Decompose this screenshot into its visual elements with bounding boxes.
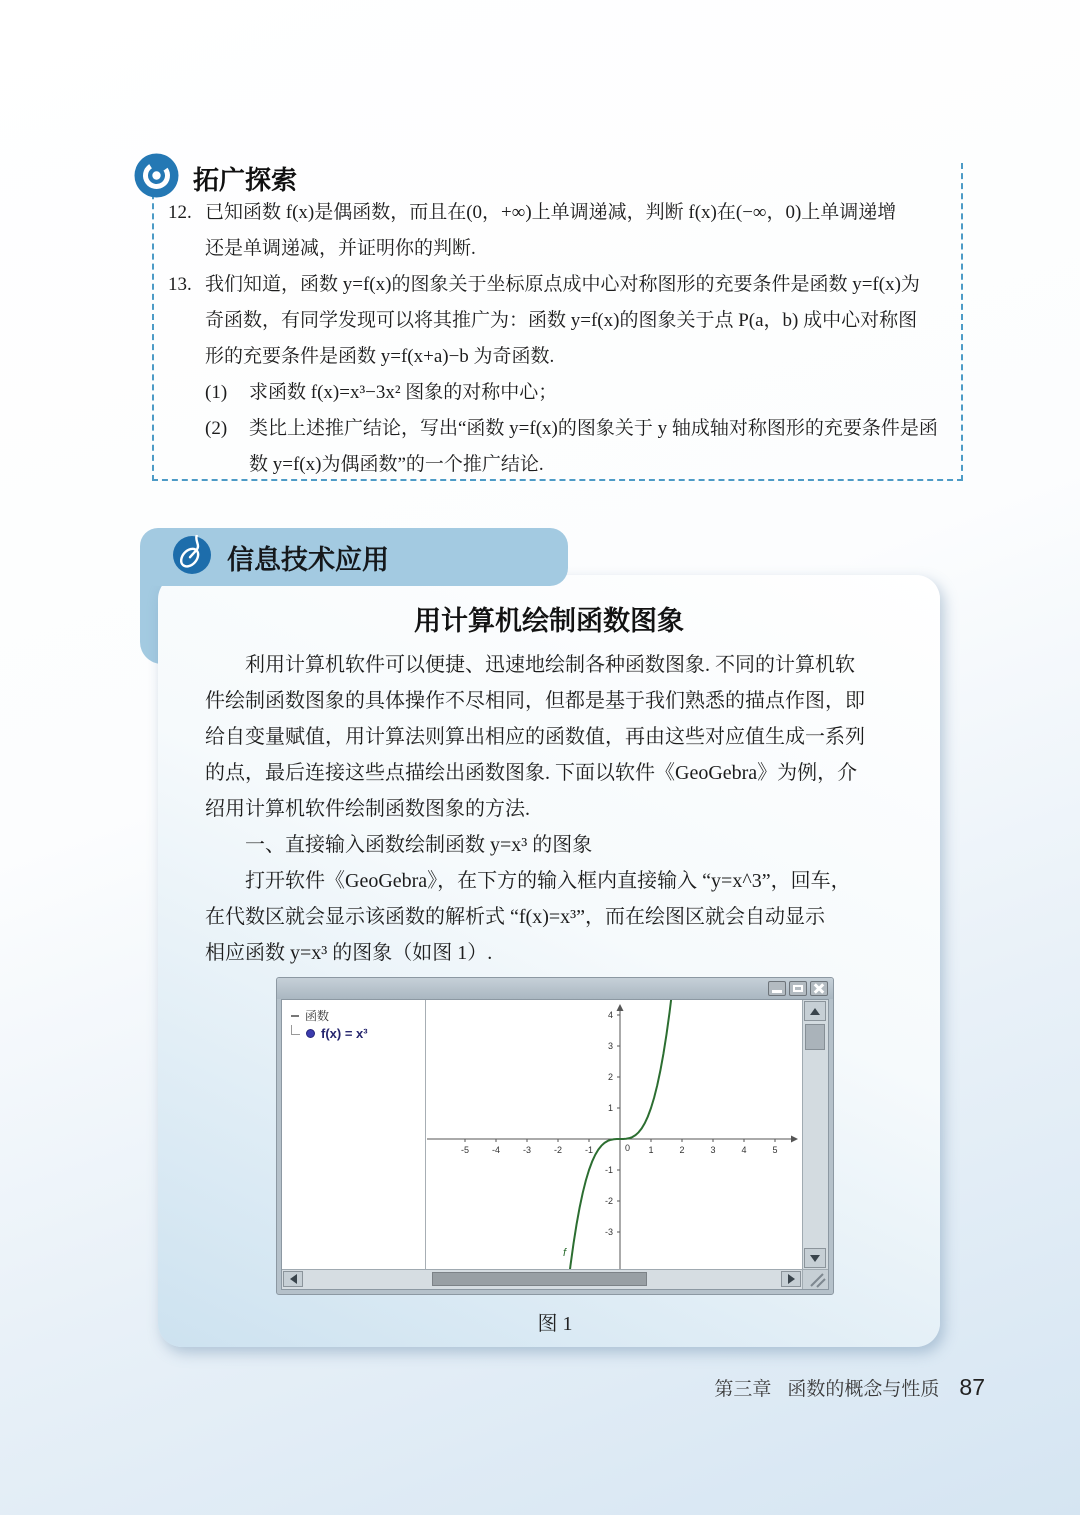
- algebra-tree-item[interactable]: [291, 1026, 368, 1041]
- tree-root-label: 函数: [305, 1009, 330, 1023]
- expansion-problems: [168, 195, 962, 483]
- close-button[interactable]: [810, 981, 828, 996]
- problem-line: 已知函数 f(x)是偶函数，而且在(0，+∞)上单调递减，判断 f(x)在(−∞，0)上单调递增: [205, 202, 897, 223]
- problem-line: 类比上述推广结论，写出“函数 y=f(x)的图象关于 y 轴成轴对称图形的充要条件是函: [249, 418, 938, 439]
- y-tick-label: -1: [604, 1165, 613, 1175]
- problem-number: 13.: [168, 274, 192, 295]
- body-line: 打开软件《GeoGebra》，在下方的输入框内直接输入 “y=x^3”，回车，: [245, 870, 851, 892]
- y-tick-label: 4: [607, 1010, 613, 1020]
- curve-label: f: [563, 1247, 567, 1259]
- object-visibility-dot[interactable]: [306, 1029, 315, 1038]
- figure-1: [276, 977, 834, 1336]
- article-body: [205, 647, 911, 971]
- problem-line: 我们知道，函数 y=f(x)的图象关于坐标原点成中心对称图形的充要条件是函数 y=f(x)为: [205, 274, 920, 295]
- algebra-tree-root[interactable]: [291, 1007, 329, 1024]
- body-line: 件绘制函数图象的具体操作不尽相同，但都是基于我们熟悉的描点作图，即: [205, 690, 865, 712]
- window-content: [281, 999, 829, 1290]
- x-tick-label: 3: [710, 1145, 716, 1155]
- y-tick-label: 3: [607, 1041, 613, 1051]
- minimize-button[interactable]: [768, 981, 786, 996]
- problem-line: 还是单调递减，并证明你的判断.: [205, 238, 476, 259]
- problem-13-item-2: [205, 411, 962, 483]
- x-tick-label: -4: [491, 1145, 501, 1155]
- scroll-left-button[interactable]: [283, 1271, 303, 1287]
- problem-12: [168, 195, 962, 267]
- horizontal-scroll-thumb[interactable]: [432, 1272, 647, 1286]
- page-footer: [714, 1374, 985, 1401]
- figure-caption: 图 1: [537, 1313, 573, 1335]
- left-arrow-icon: [290, 1274, 297, 1284]
- scroll-down-button[interactable]: [804, 1248, 826, 1268]
- scroll-right-button[interactable]: [781, 1271, 801, 1287]
- footer-book-title: 函数的概念与性质: [787, 1379, 940, 1400]
- geogebra-window: [276, 977, 834, 1295]
- body-line: 的点，最后连接这些点描绘出函数图象. 下面以软件《GeoGebra》为例，介: [205, 762, 858, 784]
- right-arrow-icon: [788, 1274, 795, 1284]
- x-tick-label: -3: [522, 1145, 532, 1155]
- x-tick-label: -1: [584, 1145, 594, 1155]
- x-tick-label: 1: [648, 1145, 654, 1155]
- it-section-tab: [140, 528, 568, 586]
- it-section-card: [158, 575, 940, 1347]
- body-line: 利用计算机软件可以便捷、迅速地绘制各种函数图象. 不同的计算机软: [245, 654, 855, 676]
- problem-number: 12.: [168, 202, 192, 223]
- algebra-view: [282, 1000, 426, 1269]
- window-controls: [768, 981, 828, 996]
- graphics-view[interactable]: [427, 1000, 802, 1269]
- expansion-header: [133, 152, 297, 204]
- article-subheading: 一、直接输入函数绘制函数 y=x³ 的图象: [245, 834, 593, 856]
- vertical-scroll-thumb[interactable]: [805, 1024, 825, 1050]
- y-tick-label: 2: [607, 1072, 613, 1082]
- horizontal-scrollbar[interactable]: [282, 1269, 802, 1289]
- expansion-icon: [133, 152, 180, 204]
- maximize-button[interactable]: [789, 981, 807, 996]
- window-titlebar[interactable]: [277, 978, 833, 999]
- tree-elbow-icon: [291, 1025, 300, 1035]
- mouse-icon: [172, 535, 212, 580]
- problem-13-item-1: [205, 375, 962, 411]
- page-number: 87: [959, 1374, 985, 1400]
- x-tick-label: -2: [553, 1145, 563, 1155]
- body-line: 绍用计算机软件绘制函数图象的方法.: [205, 798, 530, 820]
- x-tick-label: 5: [772, 1145, 778, 1155]
- body-line: 给自变量赋值，用计算法则算出相应的函数值，再由这些对应值生成一系列: [205, 726, 865, 748]
- resize-grip[interactable]: [802, 1269, 828, 1289]
- expansion-heading: 拓广探索: [193, 164, 298, 195]
- y-tick-label: -3: [604, 1227, 613, 1237]
- item-number: (1): [205, 382, 228, 403]
- problem-line: 数 y=f(x)为偶函数”的一个推广结论.: [249, 454, 544, 475]
- vertical-scrollbar[interactable]: [802, 1000, 828, 1269]
- scroll-up-button[interactable]: [804, 1001, 826, 1021]
- footer-chapter: 第三章: [714, 1379, 772, 1400]
- problem-line: 求函数 f(x)=x³−3x² 图象的对称中心；: [249, 382, 558, 403]
- x-tick-label: 2: [679, 1145, 685, 1155]
- x-tick-label: -5: [460, 1145, 470, 1155]
- origin-label: 0: [625, 1143, 631, 1153]
- problem-line: 形的充要条件是函数 y=f(x+a)−b 为奇函数.: [205, 346, 555, 367]
- up-arrow-icon: [810, 1008, 820, 1015]
- x-tick-label: 4: [741, 1145, 747, 1155]
- y-axis-arrow-icon: [617, 1004, 624, 1011]
- y-tick-label: -2: [604, 1196, 613, 1206]
- down-arrow-icon: [810, 1255, 820, 1262]
- function-definition: f(x) = x³: [321, 1026, 368, 1041]
- it-section-heading: 信息技术应用: [227, 544, 389, 575]
- article-title: 用计算机绘制函数图象: [414, 606, 684, 636]
- problem-13: [168, 267, 962, 483]
- item-number: (2): [205, 418, 228, 439]
- y-tick-label: 1: [607, 1103, 613, 1113]
- problem-line: 奇函数，有同学发现可以将其推广为：函数 y=f(x)的图象关于点 P(a，b) 成中心对称图: [205, 310, 918, 331]
- body-line: 在代数区就会显示该函数的解析式 “f(x)=x³”，而在绘图区就会自动显示: [205, 906, 826, 928]
- graphics-svg: [427, 1000, 802, 1269]
- x-axis-arrow-icon: [791, 1136, 798, 1143]
- body-line: 相应函数 y=x³ 的图象（如图 1）.: [205, 942, 493, 964]
- collapse-icon[interactable]: [291, 1015, 299, 1017]
